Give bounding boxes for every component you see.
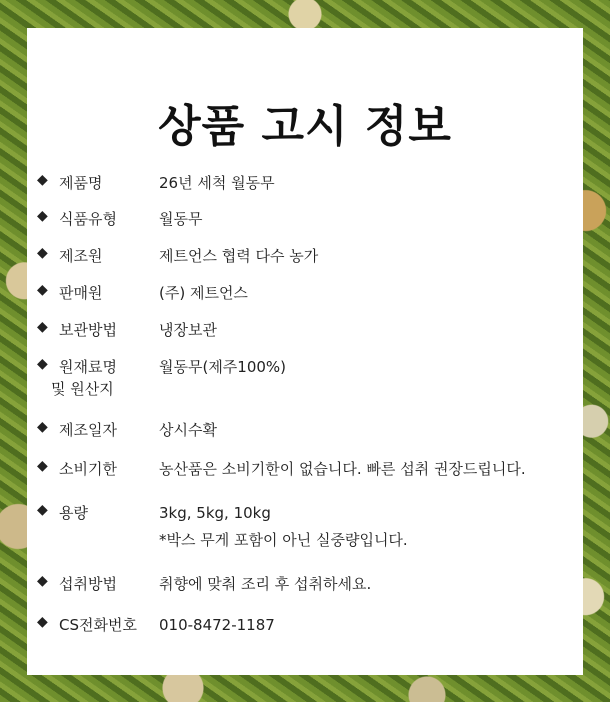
diamond-bullet-icon: ◆ bbox=[37, 245, 48, 261]
row-label: 제조일자 bbox=[59, 421, 117, 439]
row-value: 월동무(제주100%) bbox=[159, 358, 287, 376]
product-info-panel bbox=[27, 28, 583, 675]
row-value: 3kg, 5kg, 10kg bbox=[159, 504, 271, 522]
row-value: 농산품은 소비기한이 없습니다. 빠른 섭취 권장드립니다. bbox=[159, 460, 526, 478]
row-label: 용량 bbox=[59, 504, 88, 522]
diamond-bullet-icon: ◆ bbox=[37, 614, 48, 630]
diamond-bullet-icon: ◆ bbox=[37, 282, 48, 298]
row-label: 섭취방법 bbox=[59, 575, 117, 593]
row-label: CS전화번호 bbox=[59, 616, 137, 634]
row-label: 판매원 bbox=[59, 284, 103, 302]
row-label: 제조원 bbox=[59, 247, 103, 265]
diamond-bullet-icon: ◆ bbox=[37, 208, 48, 224]
diamond-bullet-icon: ◆ bbox=[37, 419, 48, 435]
diamond-bullet-icon: ◆ bbox=[37, 319, 48, 335]
row-value: 제트언스 협력 다수 농가 bbox=[159, 247, 319, 265]
diamond-bullet-icon: ◆ bbox=[37, 356, 48, 372]
row-value: 26년 세척 월동무 bbox=[159, 174, 275, 192]
row-value: 상시수확 bbox=[159, 421, 217, 439]
row-label: 소비기한 bbox=[59, 460, 117, 478]
diamond-bullet-icon: ◆ bbox=[37, 573, 48, 589]
row-label: 원재료명 bbox=[59, 358, 117, 376]
row-value: 월동무 bbox=[159, 210, 203, 228]
row-label: 식품유형 bbox=[59, 210, 117, 228]
row-label: 제품명 bbox=[59, 174, 103, 192]
row-value: 취향에 맞춰 조리 후 섭취하세요. bbox=[159, 575, 372, 593]
row-value: 냉장보관 bbox=[159, 321, 217, 339]
row-label: 보관방법 bbox=[59, 321, 117, 339]
diamond-bullet-icon: ◆ bbox=[37, 172, 48, 188]
page-title: 상품 고시 정보 bbox=[158, 101, 452, 152]
diamond-bullet-icon: ◆ bbox=[37, 502, 48, 518]
row-value: 010-8472-1187 bbox=[159, 616, 275, 634]
row-value: (주) 제트언스 bbox=[159, 284, 248, 302]
row-value-note: *박스 무게 포함이 아닌 실중량입니다. bbox=[159, 531, 408, 549]
row-label-line2: 및 원산지 bbox=[51, 380, 114, 398]
diamond-bullet-icon: ◆ bbox=[37, 458, 48, 474]
